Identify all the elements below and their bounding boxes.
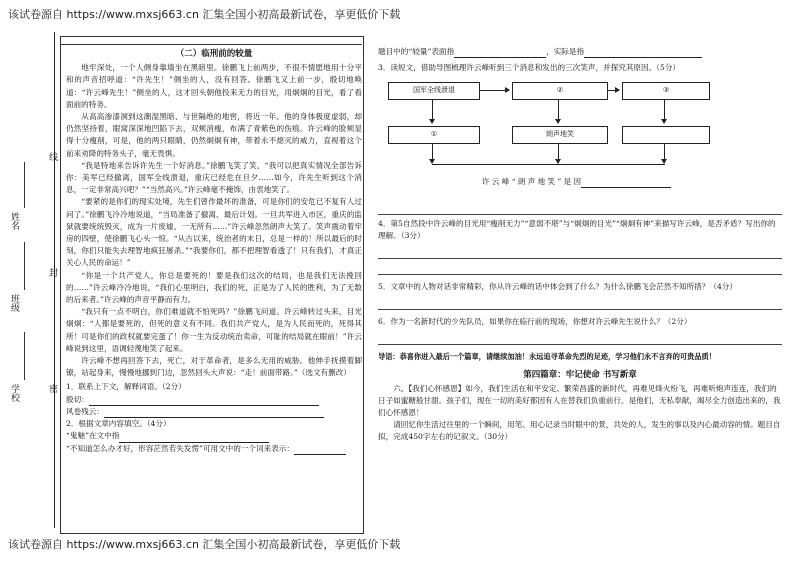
seal-mark-feng: 封 xyxy=(47,268,57,277)
question-1-label: 1．联系上下文，解释词语。（2分） xyxy=(66,382,186,392)
flow-caption xyxy=(482,176,671,188)
flow-box-news-1: 国军全线溃退 xyxy=(388,82,480,100)
passage-paragraph: “要紧的是你们的现实处境，先生们曾作最坏的准备，可是你们的安危已不复有人过问了。”徐鹏飞冷冷地说道，“当局准备了撤离、最后计划。一旦共军进入市区，重庆的监狱就要统统毁灭，成为一片废墟，一无所有……”许云峰忽然朗声大笑了。笑声震动着牢房的四壁，使徐鹏飞心头一惊。“从古以来，统治者的末日，总是一样的！所以最后的时刻，你们只能失去理智地疯狂屠杀。”“我要你们，都不把理智看透了！只有我们，才真正关心人民的命运！” xyxy=(66,197,362,268)
school-field[interactable] xyxy=(24,332,25,380)
question-1 xyxy=(66,381,362,418)
questions-panel xyxy=(378,46,782,443)
passage-paragraph: “你是一个共产党人，你总是要死的！要是我们这次的结局，也是我们无法挽回的……”许云峰冷冷地说，“我们心里明白，我们的死，正是为了人民的胜利，为了无数的后来者。”许云峰的声音平静而有力。 xyxy=(66,270,362,305)
flow-box-news-2[interactable]: ② xyxy=(512,82,608,100)
flow-caption-text: 许 云 峰 “ 朗 声 地 笑 ” 是 因 xyxy=(482,177,582,186)
essay-prompt-2: 请回忆你生活过往里的一个瞬间，用笔、用心记录当时眼中的景，共处的人，发生的事以及内心最动容的情。题目自拟，完成450字左右的记叙文。（30分） xyxy=(378,420,781,441)
watermark-bottom: 该试卷源自 https://www.mxsj663.cn 汇集全国小初高最新试卷，享更低价下载 xyxy=(8,538,401,551)
seal-mark-xian: 线 xyxy=(47,152,57,161)
passage-paragraph: 许云峰不想再回答下去，死亡，对于革命者，是多么无用的威胁。他伸手抚摸着脚镣，站起身来，慢慢地挪到门边，忽然回头大声说：“走！前面带路。”（选文有删改） xyxy=(66,356,362,378)
left-panel-top-rule xyxy=(60,44,362,45)
question-2 xyxy=(66,418,362,455)
flow-box-news-3[interactable]: ③ xyxy=(622,82,710,100)
flow-box-laugh-3[interactable] xyxy=(622,126,710,144)
name-field[interactable] xyxy=(24,162,25,208)
question-3: 3．读短文，借助导图梳理许云峰听到三个消息和发出的三次笑声，并探究其原因。（5分） xyxy=(378,63,681,72)
seal-mark-mi: 密 xyxy=(47,384,57,393)
answer-line[interactable] xyxy=(378,297,782,310)
title-deep-answer[interactable] xyxy=(584,57,702,58)
name-label: 姓名 xyxy=(9,212,19,230)
q2-answer-2[interactable] xyxy=(294,454,346,455)
flow-arrow xyxy=(664,99,665,123)
title-meaning-text: 题目中的“较量”表面指 xyxy=(378,47,455,56)
question-2-label: 2．根据文章内容填空。（4分） xyxy=(66,419,171,429)
flow-arrow xyxy=(479,90,509,91)
question-5: 5．文章中的人物对话非常精彩，你从许云峰的话中体会到了什么？为什么徐鹏飞会茫然不知所措？（4分） xyxy=(378,282,737,291)
flow-arrow xyxy=(432,143,433,163)
chapter-title: 第四篇章：牢记使命 书写新章 xyxy=(523,370,637,380)
watermark-top: 该试卷源自 https://www.mxsj663.cn 汇集全国小初高最新试卷，享更低价下载 xyxy=(8,8,401,21)
flow-arrow xyxy=(664,143,665,163)
passage-paragraph: “我只有一点不明白，你们难道就不怕死吗？”徐鹏飞问道。许云峰转过头来，目光炯炯：“人都是要死的，但死的意义有不同。我们共产党人，是为人民而死的，死得其所！可是你们的政权就要完蛋了！你一生为反动统治卖命，可耻的结局就在眼前！”许云峰说到这里，语调轻蔑地笑了起来。 xyxy=(66,307,362,353)
binding-line xyxy=(54,32,55,528)
flow-merge-line xyxy=(432,164,665,165)
flow-box-laugh-2: 朗声地笑 xyxy=(512,126,608,144)
title-meaning-question xyxy=(378,46,782,58)
flow-reason-answer[interactable] xyxy=(581,187,671,188)
question-6: 6．作为一名新时代的少先队员，如果你在临行前的现场，你想对许云峰先生说什么？（2分） xyxy=(378,317,692,326)
guide-note: 导语：恭喜你进入最后一个篇章，请继续加油！永远追寻革命先烈的足迹，学习他们永不言弃的可贵品质！ xyxy=(378,352,716,361)
essay-prompt-1: 六、【我们心怀感恩】如今，我们生活在和平安定、繁荣昌盛的新时代，再难见烽火纷飞，再难听炮声连连，我们的日子如蜜糖般甘甜。孩子们，现在一切的美好都因有人在替我们负重前行。是他们，无私奉献，竭尽全力创造出来的，我们心怀感恩！ xyxy=(378,384,781,417)
passage-paragraph: 从高高渗漆洞到这潮湿黑暗、与世隔绝的地窖，将近一年。他的身体极度虚弱，却仍然坚持着，眼窝深深地凹陷下去，双颊消瘦，布满了青紫色的伤痕。许云峰的脸颊显得十分瘦削，可是，他的两只眼睛，仍然炯炯有神，带着永不熄灭的威力，直视着这个前来劝降的特务头子，毫无畏惧。 xyxy=(66,112,362,158)
answer-line[interactable] xyxy=(378,202,782,215)
mind-map xyxy=(382,78,712,198)
answer-line[interactable] xyxy=(378,262,782,275)
flow-box-laugh-1[interactable]: ① xyxy=(388,126,480,144)
passage-paragraph: “我是特地来告诉许先生一个好消息。”徐鹏飞笑了笑，“我可以把真实情况全部告诉你：美军已经撤离，国军全线溃退，重庆已经危在旦夕……如今，许先生听到这个消息，一定非常高兴吧？”“当然高兴。”许云峰毫不掩饰，由衷地笑了。 xyxy=(66,160,362,195)
passage-title: （二）临刑前的较量 xyxy=(175,49,253,59)
flow-arrow xyxy=(558,99,559,123)
q1-word-2: 风卷残云： xyxy=(66,406,104,416)
q1-word-1: 殷切： xyxy=(66,394,89,404)
answer-line[interactable] xyxy=(378,332,782,345)
q2-line-2: “不知道怎么办才好，形容茫然若失发愣”可用文中的一个词来表示： xyxy=(66,443,294,453)
flow-arrow xyxy=(432,99,433,123)
class-field[interactable] xyxy=(24,242,25,290)
title-surface-answer[interactable] xyxy=(454,57,546,58)
flow-arrow xyxy=(607,90,619,91)
q2-line-1: “鬼魅”在文中指 xyxy=(66,431,120,441)
question-4: 4．第5自然段中许云峰的目光用“瘦削无力”“意弱不堪”与“炯炯的目光”“炯炯有神”来描写许云峰，是否矛盾？写出你的理解。（3分） xyxy=(378,219,776,240)
school-label: 学校 xyxy=(9,384,19,402)
class-label: 班级 xyxy=(9,294,19,312)
binding-margin xyxy=(8,32,60,528)
passage-paragraph: 地牢深处，一个人侧身靠墙坐在黑暗里。徐鹏飞上前两步，不很不情愿地用十分平和的声音招呼道：“许先生！”侧坐的人，没有回答。徐鹏飞又上前一步，殷切地唤道：“许云峰先生！”侧坐的人，这才回头朝他投来无力的目光，用炯炯的目光，看了看面前的特务。 xyxy=(66,63,362,109)
title-meaning-text-2: ，实际是指 xyxy=(546,47,585,56)
answer-line[interactable] xyxy=(378,246,782,259)
flow-arrow xyxy=(558,143,559,163)
reading-passage xyxy=(66,48,362,455)
